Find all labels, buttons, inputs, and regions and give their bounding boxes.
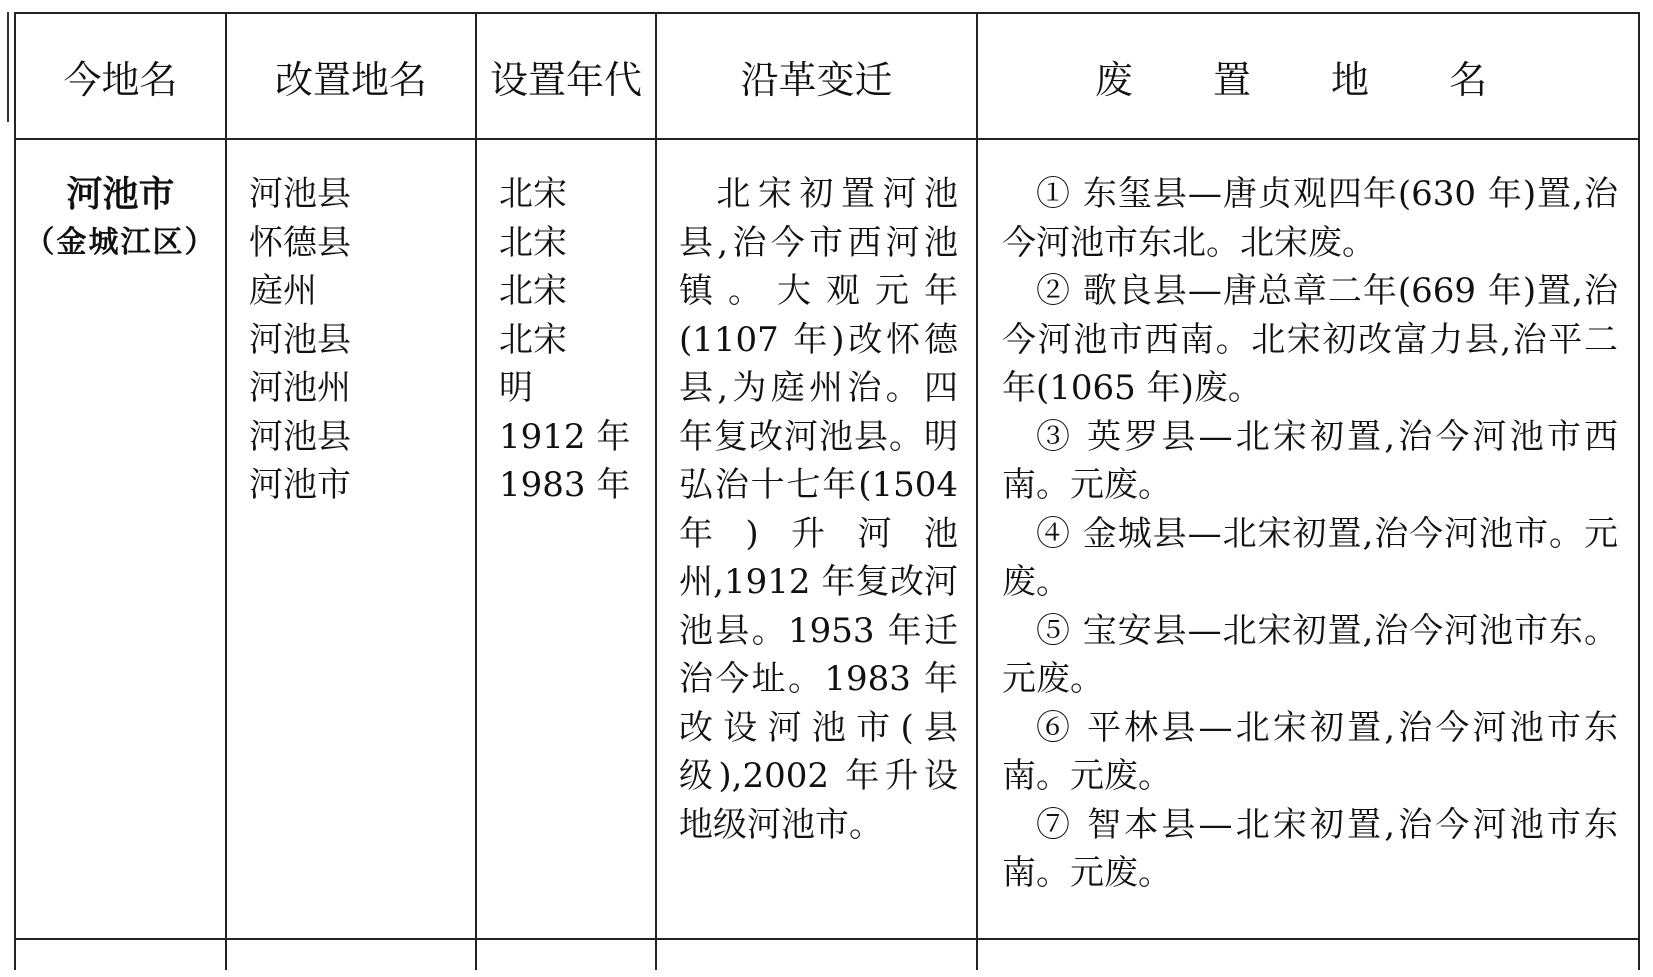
cell-history: 北宋初置河池县,治今市西河池镇。大观元年(1107 年)改怀德县,为庭州治。四年复改河池县。明弘治十七年(1504 年)升河池州,1912 年复改河池县。1953 年迁治今址。1983 年改设河池市(县级),2002 年升设地级河池市。 bbox=[656, 139, 977, 939]
empty-cell bbox=[226, 939, 476, 970]
cell-modern-name bbox=[15, 139, 226, 939]
page-edge-line bbox=[7, 12, 9, 122]
renamed-name-item: 河池州 bbox=[249, 368, 351, 408]
abolished-name-item: ④ 金城县—北宋初置,治今河池市。元废。 bbox=[1002, 513, 1618, 602]
cell-established-eras bbox=[476, 139, 656, 939]
renamed-name-item: 河池县 bbox=[249, 174, 351, 214]
established-era-item: 1983 年 bbox=[499, 465, 631, 505]
header-abolished-names: 废 置 地 名 bbox=[977, 13, 1639, 139]
established-era-item: 北宋 bbox=[499, 222, 567, 263]
modern-place-name: 河池市 bbox=[66, 173, 175, 215]
cell-abolished-names bbox=[977, 139, 1639, 939]
table-header-row bbox=[15, 13, 1639, 139]
established-era-item: 北宋 bbox=[499, 174, 567, 214]
place-name-table bbox=[14, 12, 1640, 970]
modern-place-district: （金城江区） bbox=[24, 224, 217, 260]
empty-cell bbox=[476, 939, 656, 970]
header-modern-name: 今地名 bbox=[15, 13, 226, 139]
renamed-name-item: 怀德县 bbox=[249, 222, 351, 263]
established-era-item: 1912 年 bbox=[499, 416, 631, 457]
abolished-name-item: ⑥ 平林县—北宋初置,治今河池市东南。元废。 bbox=[1002, 707, 1618, 796]
established-era-item: 北宋 bbox=[499, 319, 567, 360]
cell-renamed-names bbox=[226, 139, 476, 939]
header-established-era: 设置年代 bbox=[476, 13, 656, 139]
renamed-name-item: 庭州 bbox=[249, 271, 317, 311]
established-era-item: 明 bbox=[499, 368, 533, 408]
header-renamed-names: 改置地名 bbox=[226, 13, 476, 139]
renamed-name-item: 河池县 bbox=[249, 319, 351, 360]
empty-cell bbox=[15, 939, 226, 970]
renamed-name-item: 河池市 bbox=[249, 465, 351, 505]
next-table-row bbox=[15, 939, 1639, 970]
empty-cell bbox=[977, 939, 1639, 970]
abolished-name-item: ③ 英罗县—北宋初置,治今河池市西南。元废。 bbox=[1002, 416, 1618, 505]
established-era-item: 北宋 bbox=[499, 271, 567, 311]
abolished-name-item: ② 歌良县—唐总章二年(669 年)置,治今河池市西南。北宋初改富力县,治平二年(1065 年)废。 bbox=[1002, 271, 1618, 408]
renamed-name-item: 河池县 bbox=[249, 416, 351, 457]
table-row bbox=[15, 139, 1639, 939]
abolished-name-item: ⑤ 宝安县—北宋初置,治今河池市东。元废。 bbox=[1002, 610, 1618, 699]
abolished-name-item: ⑦ 智本县—北宋初置,治今河池市东南。元废。 bbox=[1002, 804, 1618, 893]
header-history: 沿革变迁 bbox=[656, 13, 977, 139]
empty-cell bbox=[656, 939, 977, 970]
abolished-name-item: ① 东玺县—唐贞观四年(630 年)置,治今河池市东北。北宋废。 bbox=[1002, 174, 1618, 263]
